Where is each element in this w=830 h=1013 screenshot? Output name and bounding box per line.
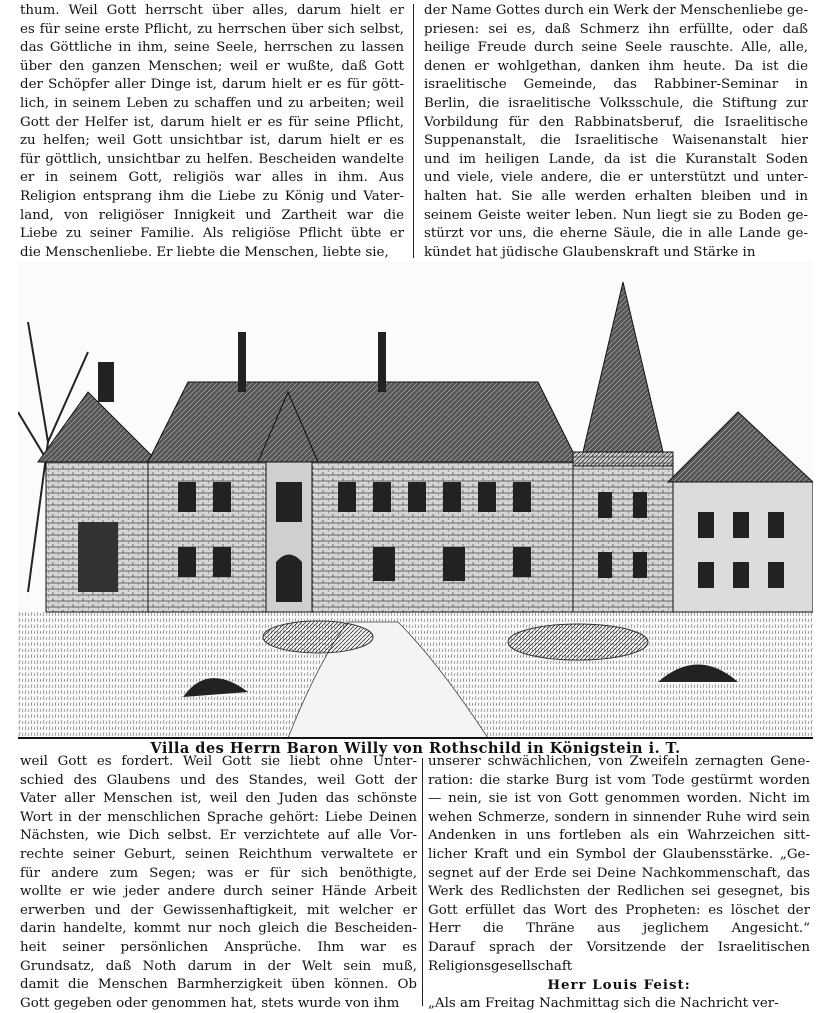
text-line: stürzt vor uns, die eherne Säule, die in alle Lande ge- bbox=[424, 226, 808, 242]
column-divider bbox=[422, 758, 423, 1006]
text-line: es für seine erste Pflicht, zu herrschen über sich selbst, bbox=[20, 21, 404, 37]
text-line: unserer schwächlichen, von Zweifeln zernagten Gene- bbox=[428, 754, 810, 769]
text-line: thum. Weil Gott herrscht über alles, darum hielt er bbox=[20, 3, 404, 18]
speaker-name: Herr Louis Feist: bbox=[547, 977, 691, 994]
text-line: Nächsten, wie Dich selbst. Er verzichtete auf alle Vor- bbox=[20, 828, 417, 844]
text-line: für göttlich, unsichtbar zu helfen. Bescheiden wandelte bbox=[20, 151, 404, 167]
text-line: die Menschenliebe. Er liebte die Menschen, liebte sie, bbox=[20, 244, 389, 260]
text-line: heilige Freude durch seine Seele rauschte. Alle, alle, bbox=[424, 40, 808, 56]
text-line: Herr die Thräne aus jeglichem Angesicht.“ bbox=[428, 921, 810, 937]
article-column-top-right bbox=[424, 2, 808, 262]
text-line: heit seiner persönlichen Ansprüche. Ihm war es bbox=[20, 939, 417, 955]
text-line: über den ganzen Menschen; weil er wußte, daß Gott bbox=[20, 58, 404, 74]
text-line: kündet hat jüdische Glaubenskraft und Stärke in bbox=[424, 244, 756, 260]
text-line: erwerben und der Gewissenhaftigkeit, mit welcher er bbox=[20, 902, 417, 918]
text-line: land, von religiöser Innigkeit und Zartheit war die bbox=[20, 207, 404, 223]
text-line: Gott gegeben oder genommen hat, stets wurde von ihm bbox=[20, 995, 400, 1011]
column-divider bbox=[413, 4, 414, 258]
article-column-top-left bbox=[20, 2, 404, 262]
text-line: Grundsatz, daß Noth darum in der Welt sein muß, bbox=[20, 958, 417, 974]
text-line: Wort in der menschlichen Sprache gehört: Liebe Deinen bbox=[20, 809, 417, 825]
text-line: Vater aller Menschen ist, weil den Juden das schönste bbox=[20, 791, 417, 807]
text-line: er in seinem Gott, religiös war alles in ihm. Aus bbox=[20, 170, 404, 186]
text-line: für andere zum Segen; was er für sich benöthigte, bbox=[20, 865, 417, 881]
text-line: weil Gott es fordert. Weil Gott sie liebt ohne Unter- bbox=[20, 754, 417, 769]
text-line: Werk des Redlichsten der Redlichen sei gesegnet, bis bbox=[428, 884, 810, 900]
text-line: lich, in seinem Leben zu schaffen und zu arbeiten; weil bbox=[20, 95, 404, 111]
text-line: Vorbildung für den Rabbinatsberuf, die Israelitische bbox=[424, 114, 808, 130]
text-line: Suppenanstalt, die Israelitische Waisenanstalt hier bbox=[424, 133, 808, 149]
text-line: wehen Schmerze, sondern in sinnender Ruhe wird sein bbox=[428, 809, 810, 825]
text-line: Religion entsprang ihm die Liebe zu König und Vater- bbox=[20, 188, 404, 204]
article-column-bottom-left bbox=[20, 753, 417, 1013]
text-line: — nein, sie ist von Gott genommen worden. Nicht im bbox=[428, 791, 810, 807]
text-line: Gott der Helfer ist, darum hielt er es für seine Pflicht, bbox=[20, 114, 404, 130]
villa-illustration bbox=[18, 262, 813, 738]
text-line: seinem Geiste weiter leben. Nun liegt sie zu Boden ge- bbox=[424, 207, 808, 223]
text-line: Religionsgesellschaft bbox=[428, 958, 573, 974]
text-line: segnet auf der Erde sei Deine Nachkommenschaft, das bbox=[428, 865, 810, 881]
illustration-caption: Villa des Herrn Baron Willy von Rothschild in Königstein i. T. bbox=[18, 737, 813, 759]
text-line: priesen: sei es, daß Schmerz ihn erfüllte, oder daß bbox=[424, 21, 808, 37]
text-line: Berlin, die israelitische Volksschule, die Stiftung zur bbox=[424, 95, 808, 111]
text-line: ration: die starke Burg ist vom Tode gestürmt worden bbox=[428, 772, 810, 788]
text-line: Andenken in uns fortleben als ein Wahrzeichen sitt- bbox=[428, 828, 810, 844]
text-line: das Göttliche in ihm, seine Seele, herrschen zu lassen bbox=[20, 40, 404, 56]
text-line: wollte er wie jeder andere durch seiner Hände Arbeit bbox=[20, 884, 417, 900]
text-line: und im heiligen Lande, da ist die Kuranstalt Soden bbox=[424, 151, 808, 167]
text-line: licher Kraft und ein Symbol der Glaubensstärke. „Ge- bbox=[428, 846, 810, 862]
bottom-right-text bbox=[428, 753, 810, 976]
text-line: denen er wohlgethan, danken ihm heute. Da ist die bbox=[424, 58, 808, 74]
text-line: israelitische Gemeinde, das Rabbiner-Seminar in bbox=[424, 77, 808, 93]
text-line: Gott erfüllet das Wort des Propheten: es löschet der bbox=[428, 902, 810, 918]
text-line: zu helfen; weil Gott unsichtbar ist, darum hielt er es bbox=[20, 133, 404, 149]
text-line: und viele, viele andere, die er unterstützt und unter- bbox=[424, 170, 808, 186]
text-line: Liebe zu seiner Familie. Als religiöse Pflicht übte er bbox=[20, 226, 404, 242]
text-line: der Name Gottes durch ein Werk der Menschenliebe ge- bbox=[424, 3, 808, 18]
article-column-bottom-right bbox=[428, 753, 810, 1013]
text-line: der Schöpfer aller Dinge ist, darum hielt er es für gött- bbox=[20, 77, 404, 93]
closing-line: „Als am Freitag Nachmittag sich die Nachricht ver- bbox=[428, 995, 779, 1011]
text-line: schied des Glaubens und des Standes, weil Gott der bbox=[20, 772, 417, 788]
text-line: halten hat. Sie alle werden erhalten bleiben und in bbox=[424, 188, 808, 204]
text-line: Darauf sprach der Vorsitzende der Israelitischen bbox=[428, 939, 810, 955]
text-line: damit die Menschen Barmherzigkeit üben können. Ob bbox=[20, 977, 417, 993]
text-line: rechte seiner Geburt, seinen Reichthum verwaltete er bbox=[20, 846, 417, 862]
text-line: darin handelte, kommt nur noch gleich die Bescheiden- bbox=[20, 921, 417, 937]
